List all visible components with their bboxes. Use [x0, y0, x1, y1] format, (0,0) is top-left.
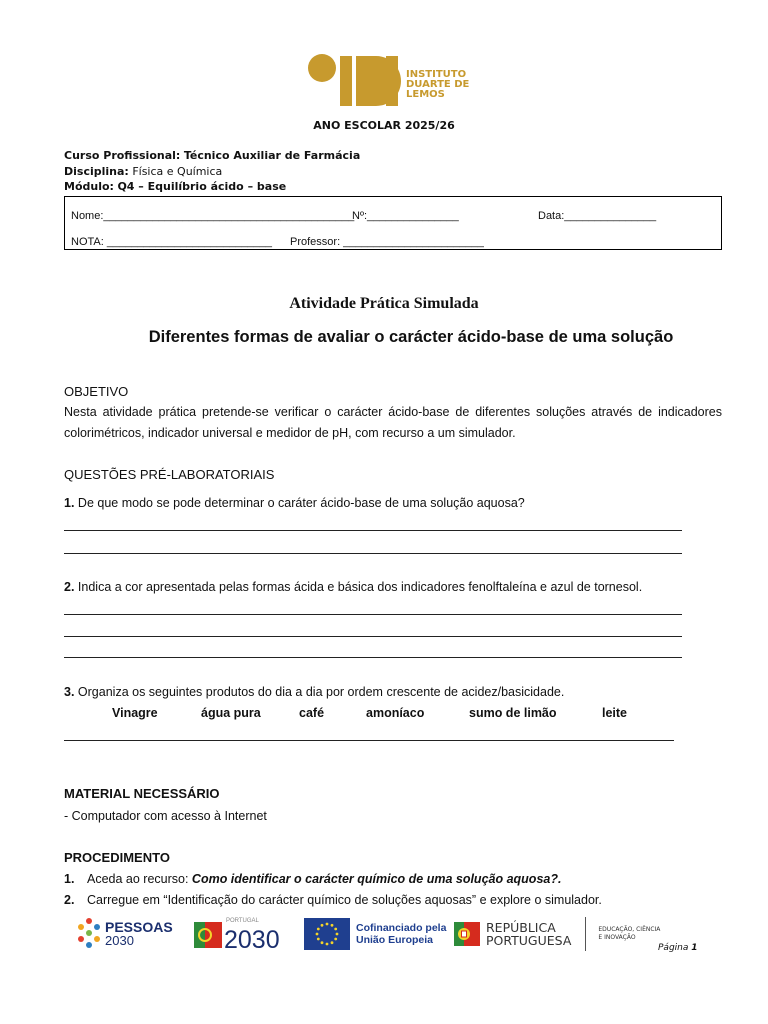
education-line-2: E INOVAÇÃO	[598, 934, 636, 941]
portugal-2030-logo	[194, 914, 280, 954]
subject-line	[64, 164, 360, 180]
product-item: água pura	[201, 706, 261, 720]
pessoas-2030-logo	[76, 914, 173, 954]
page-number	[658, 943, 698, 953]
pessoas-year: 2030	[105, 933, 134, 948]
question-3-number: 3.	[64, 685, 75, 699]
footer-divider	[585, 917, 586, 951]
school-logo-icon	[306, 52, 406, 108]
product-item: leite	[602, 706, 628, 720]
page-number-value: 1	[691, 943, 698, 953]
education-line-1: EDUCAÇÃO, CIÊNCIA	[598, 926, 661, 933]
product-item: sumo de limão	[469, 706, 557, 720]
prelab-heading: QUESTÕES PRÉ-LABORATORIAIS	[64, 467, 275, 482]
answer-line[interactable]	[64, 740, 674, 741]
main-title: Diferentes formas de avaliar o carácter ácido-base de uma solução	[148, 328, 674, 346]
objective-text: Nesta atividade prática pretende-se verificar o carácter ácido-base de diferentes soluções através de indicadores colorimétricos, indicador universal e medidor de pH, com recurso a um simulador.	[64, 405, 722, 440]
school-logo	[306, 52, 476, 108]
product-item: Vinagre	[112, 706, 158, 720]
answer-line[interactable]	[64, 530, 682, 531]
procedure-heading: PROCEDIMENTO	[64, 850, 170, 865]
procedure-step-1	[64, 872, 561, 886]
grade-field[interactable]: NOTA: ___________________________	[71, 236, 273, 248]
student-id-box	[64, 196, 722, 250]
course-meta	[64, 148, 360, 195]
course-line	[64, 148, 360, 164]
question-2	[64, 580, 642, 594]
answer-line[interactable]	[64, 614, 682, 615]
objective-heading: OBJETIVO	[64, 384, 129, 399]
resource-link[interactable]: Como identificar o carácter químico de uma solução aquosa?.	[191, 872, 562, 886]
module-label: Módulo:	[64, 180, 114, 193]
procedure-step-2	[64, 893, 602, 907]
name-field[interactable]: Nome:_________________________________________	[71, 210, 355, 222]
logo-text	[406, 70, 469, 100]
funding-footer	[76, 914, 696, 954]
page-label: Página	[658, 943, 689, 953]
date-field[interactable]: Data:_______________	[538, 210, 657, 222]
eu-cofinance-logo	[304, 914, 446, 954]
step-1-text: Aceda ao recurso:	[87, 872, 192, 886]
republica-portuguesa-logo	[454, 914, 660, 954]
answer-line[interactable]	[64, 553, 682, 554]
logo-line-3: LEMOS	[406, 89, 445, 100]
logo-line-1: INSTITUTO	[406, 69, 467, 80]
product-item: café	[299, 706, 325, 720]
school-year: ANO ESCOLAR 2025/26	[313, 119, 455, 132]
portugal-small-text: PORTUGAL	[226, 918, 259, 924]
pessoas-text: PESSOAS	[105, 919, 173, 935]
eu-line-2: União Europeia	[356, 934, 434, 946]
module-line	[64, 179, 360, 195]
logo-line-2: DUARTE DE	[406, 79, 470, 90]
coat-of-arms-icon	[454, 918, 480, 950]
activity-heading: Atividade Prática Simulada	[289, 295, 479, 312]
question-1-text: De que modo se pode determinar o caráter ácido-base de uma solução aquosa?	[77, 496, 525, 510]
materials-item: - Computador com acesso à Internet	[64, 809, 267, 823]
materials-heading: MATERIAL NECESSÁRIO	[64, 786, 220, 801]
question-2-text: Indica a cor apresentada pelas formas ácida e básica dos indicadores fenolftaleína e azul de tornesol.	[77, 580, 643, 594]
step-2-text: Carregue em “Identificação do carácter químico de soluções aquosas” e explore o simulador.	[87, 893, 602, 907]
question-2-number: 2.	[64, 580, 75, 594]
number-field[interactable]: Nº:_______________	[352, 210, 459, 222]
republica-line-2: PORTUGUESA	[486, 933, 572, 948]
question-1	[64, 496, 525, 510]
question-3	[64, 685, 564, 699]
step-2-number: 2.	[64, 893, 75, 907]
teacher-field[interactable]: Professor: _______________________	[290, 236, 484, 248]
product-item: amoníaco	[366, 706, 425, 720]
eu-flag-icon	[304, 918, 350, 950]
republica-line-1: REPÚBLICA	[486, 920, 556, 935]
step-1-number: 1.	[64, 872, 75, 886]
course-value: Técnico Auxiliar de Farmácia	[183, 149, 361, 162]
module-value: Q4 – Equilíbrio ácido – base	[117, 180, 287, 193]
subject-value: Física e Química	[132, 164, 223, 178]
subject-label: Disciplina:	[64, 164, 129, 178]
answer-line[interactable]	[64, 657, 682, 658]
question-1-number: 1.	[64, 496, 75, 510]
pessoas-dots-icon	[76, 917, 102, 951]
course-label: Curso Profissional:	[64, 149, 181, 162]
portugal-flag-icon	[194, 918, 222, 950]
answer-line[interactable]	[64, 636, 682, 637]
portugal-year: 2030	[224, 926, 280, 954]
question-3-text: Organiza os seguintes produtos do dia a dia por ordem crescente de acidez/basicidade.	[77, 685, 565, 699]
eu-line-1: Cofinanciado pela	[356, 922, 447, 934]
